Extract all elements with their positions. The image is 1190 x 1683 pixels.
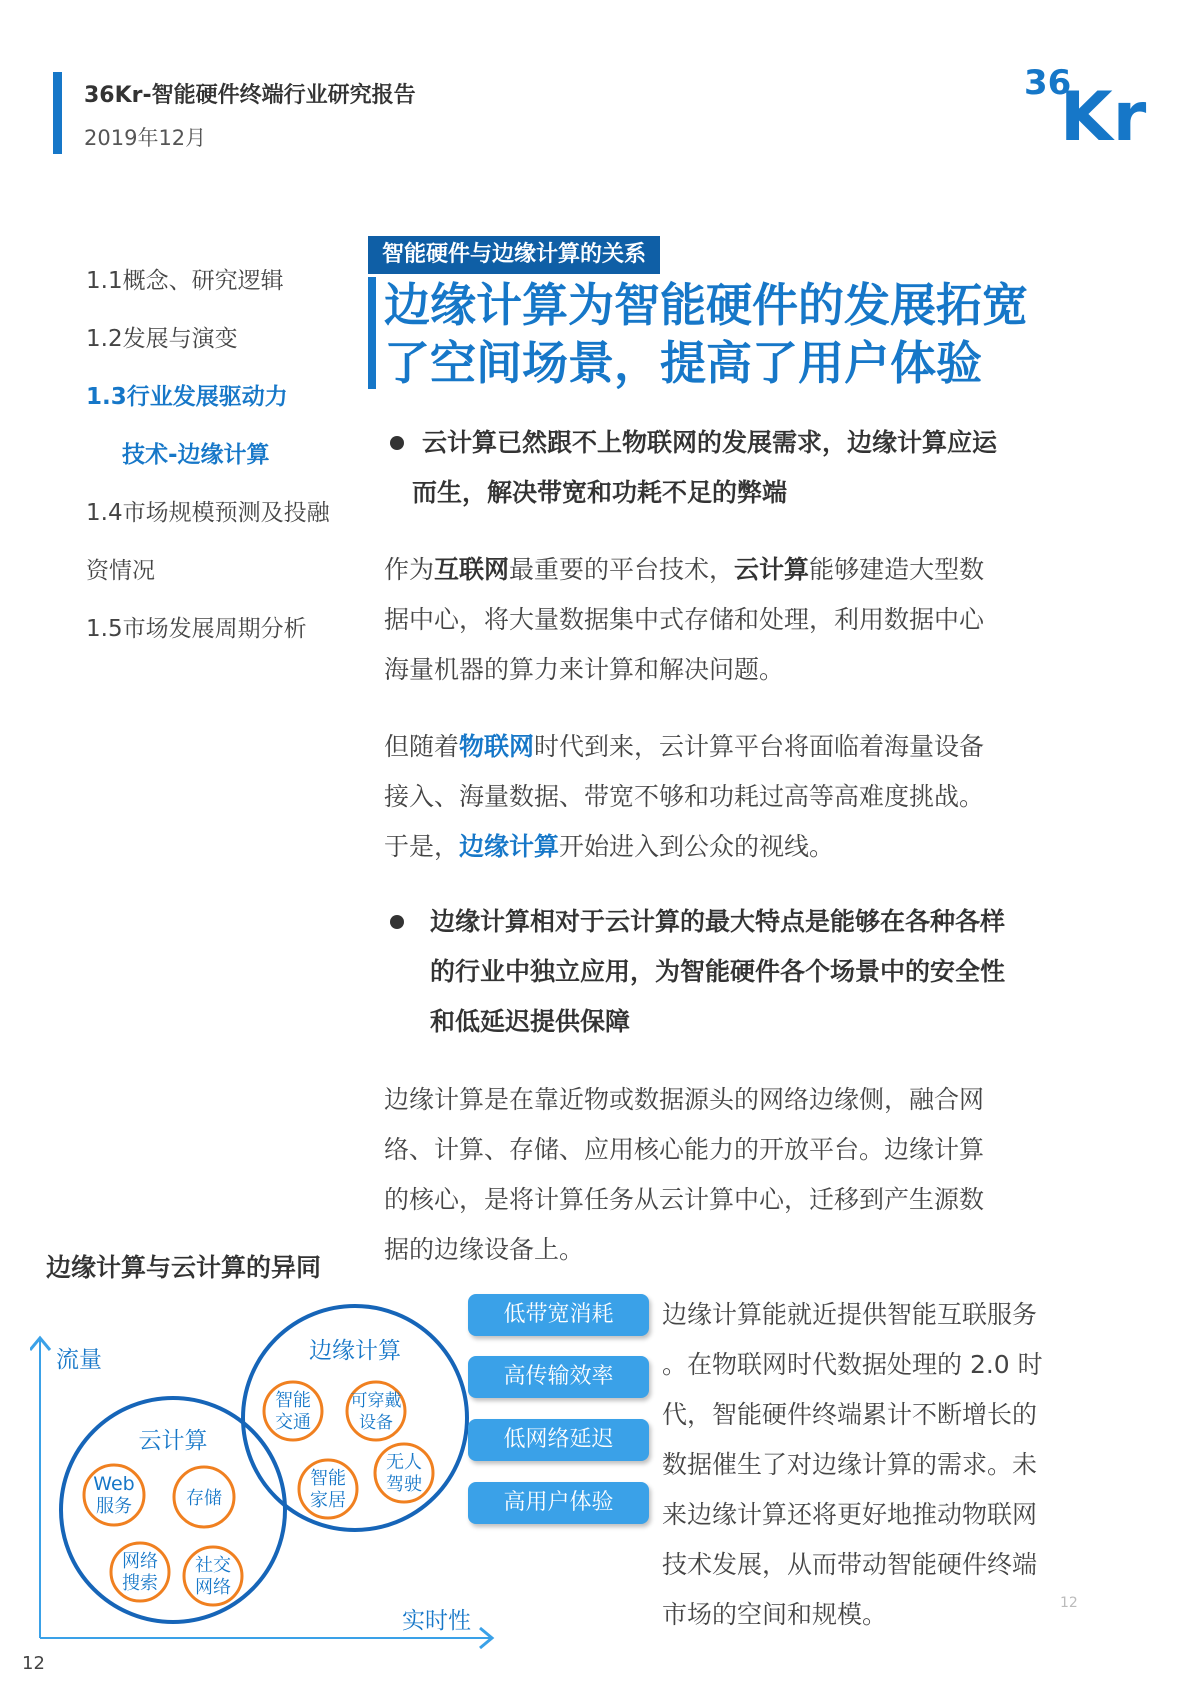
- svg-text:家居: 家居: [310, 1490, 346, 1511]
- benefit-low-bandwidth: 低带宽消耗: [468, 1294, 649, 1336]
- x-axis-label: 实时性: [402, 1608, 471, 1634]
- toc-item-1-4[interactable]: 1.4市场规模预测及投融: [86, 500, 330, 526]
- toc-item-1-2[interactable]: 1.2发展与演变: [86, 326, 238, 352]
- paragraph-2-line2: 接入、海量数据、带宽不够和功耗过高等高难度挑战。: [384, 782, 985, 811]
- svg-text:网络: 网络: [195, 1577, 231, 1598]
- bullet-2-line1: 边缘计算相对于云计算的最大特点是能够在各种各样: [430, 907, 1006, 936]
- 36kr-logo: [1022, 60, 1150, 148]
- section-tag: 智能硬件与边缘计算的关系: [368, 236, 660, 274]
- svg-text:可穿戴: 可穿戴: [350, 1391, 402, 1411]
- svg-text:社交: 社交: [195, 1555, 231, 1576]
- svg-text:存储: 存储: [186, 1488, 222, 1509]
- page-number: 12: [22, 1653, 45, 1674]
- header-accent-bar: [53, 72, 62, 154]
- svg-text:服务: 服务: [96, 1496, 132, 1517]
- report-date: 2019年12月: [84, 126, 207, 150]
- title-accent-bar: [368, 277, 376, 389]
- side-paragraph: [662, 1290, 1092, 1640]
- toc-item-1-4-cont[interactable]: 资情况: [86, 558, 155, 584]
- benefit-high-transmission: 高传输效率: [468, 1356, 649, 1398]
- edge-node-wearable: [347, 1382, 405, 1440]
- section-title-line1: 边缘计算为智能硬件的发展拓宽: [384, 278, 1028, 332]
- report-title: 36Kr-智能硬件终端行业研究报告: [84, 83, 416, 108]
- paragraph-3-line2: 络、计算、存储、应用核心能力的开放平台。边缘计算: [384, 1135, 985, 1164]
- paragraph-3-line3: 的核心，是将计算任务从云计算中心，迁移到产生源数: [384, 1185, 985, 1214]
- svg-text:Kr: Kr: [1060, 78, 1147, 148]
- paragraph-2-line3: 于是，边缘计算开始进入到公众的视线。: [384, 832, 835, 861]
- side-line: 。在物联网时代数据处理的 2.0 时: [662, 1350, 1043, 1379]
- side-line: 市场的空间和规模。: [662, 1600, 888, 1629]
- paragraph-1: [384, 545, 1074, 695]
- bullet-2-line3: 和低延迟提供保障: [430, 1007, 631, 1036]
- svg-text:交通: 交通: [275, 1412, 311, 1433]
- page-number-watermark: 12: [1060, 1595, 1078, 1611]
- section-title-line2: 了空间场景，提高了用户体验: [384, 336, 982, 390]
- toc-item-edge-computing[interactable]: 技术-边缘计算: [122, 442, 270, 468]
- svg-text:36: 36: [1024, 63, 1072, 103]
- toc-item-1-5[interactable]: 1.5市场发展周期分析: [86, 616, 307, 642]
- cloud-node-storage: [174, 1467, 234, 1527]
- svg-text:智能: 智能: [275, 1390, 311, 1411]
- side-line: 来边缘计算还将更好地推动物联网: [662, 1500, 1038, 1529]
- bullet-1-line1: 云计算已然跟不上物联网的发展需求，边缘计算应运: [422, 428, 998, 457]
- side-line: 数据催生了对边缘计算的需求。未: [662, 1450, 1038, 1479]
- paragraph-1-line1: 作为互联网最重要的平台技术，云计算能够建造大型数: [384, 555, 985, 584]
- edge-computing-label: 边缘计算: [309, 1338, 401, 1364]
- side-line: 技术发展，从而带动智能硬件终端: [662, 1550, 1038, 1579]
- svg-text:设备: 设备: [359, 1413, 393, 1433]
- cloud-node-social-network: [184, 1547, 242, 1605]
- section-title: [384, 276, 1084, 392]
- side-line: 代，智能硬件终端累计不断增长的: [662, 1400, 1038, 1429]
- svg-text:搜索: 搜索: [122, 1573, 158, 1594]
- toc-item-1-3[interactable]: 1.3行业发展驱动力: [86, 384, 288, 410]
- cloud-node-web-search: [111, 1543, 169, 1601]
- cloud-node-web-service: [84, 1465, 144, 1525]
- bullet-dot: [390, 915, 404, 929]
- venn-diagram: [30, 1290, 500, 1655]
- paragraph-2-line1: 但随着物联网时代到来，云计算平台将面临着海量设备: [384, 732, 985, 761]
- svg-text:智能: 智能: [310, 1468, 346, 1489]
- svg-text:驾驶: 驾驶: [386, 1474, 422, 1495]
- bullet-2-line2: 的行业中独立应用，为智能硬件各个场景中的安全性: [430, 957, 1006, 986]
- edge-node-smart-traffic: [264, 1382, 322, 1440]
- side-line: 边缘计算能就近提供智能互联服务: [662, 1300, 1038, 1329]
- paragraph-2: [384, 722, 1074, 872]
- cloud-computing-label: 云计算: [138, 1428, 208, 1454]
- edge-node-autonomous-driving: [375, 1444, 433, 1502]
- svg-text:Web: Web: [93, 1473, 135, 1495]
- bullet-point-2: [390, 897, 1080, 1047]
- svg-text:无人: 无人: [386, 1452, 422, 1473]
- svg-text:网络: 网络: [122, 1551, 158, 1572]
- paragraph-1-line3: 海量机器的算力来计算和解决问题。: [384, 655, 785, 684]
- bullet-1-line2: 而生，解决带宽和功耗不足的弊端: [412, 478, 788, 507]
- bullet-dot: [390, 436, 404, 450]
- benefit-user-experience: 高用户体验: [468, 1482, 649, 1524]
- edge-node-smart-home: [299, 1460, 357, 1518]
- paragraph-1-line2: 据中心，将大量数据集中式存储和处理，利用数据中心: [384, 605, 985, 634]
- benefit-low-latency: 低网络延迟: [468, 1419, 649, 1461]
- paragraph-3-line4: 据的边缘设备上。: [384, 1235, 585, 1264]
- paragraph-3: [384, 1075, 1074, 1275]
- y-axis-label: 流量: [56, 1347, 102, 1373]
- diagram-title: 边缘计算与云计算的异同: [46, 1253, 322, 1282]
- bullet-point-1: [390, 418, 1080, 518]
- paragraph-3-line1: 边缘计算是在靠近物或数据源头的网络边缘侧，融合网: [384, 1085, 985, 1114]
- toc-item-1-1[interactable]: 1.1概念、研究逻辑: [86, 268, 284, 294]
